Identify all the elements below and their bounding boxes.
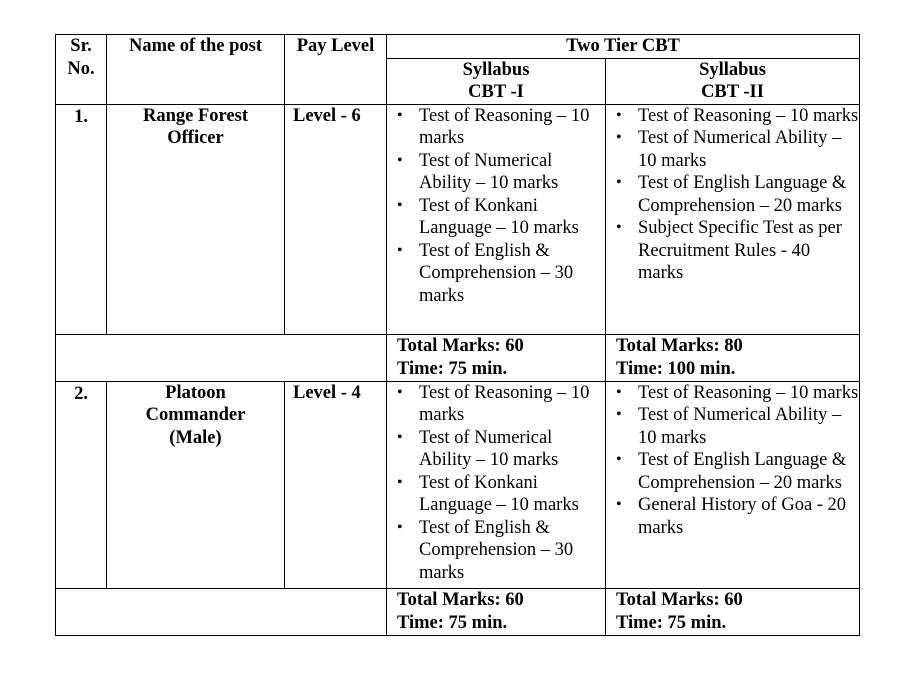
list-item bbox=[606, 105, 859, 128]
cbt2-totals-cell bbox=[606, 334, 860, 381]
list-item bbox=[387, 195, 605, 240]
list-item bbox=[387, 517, 605, 585]
header-cbt1-line2: CBT -I bbox=[468, 82, 524, 102]
bullet-icon: • bbox=[616, 129, 622, 146]
list-item-text: General History of Goa - 20 marks bbox=[638, 495, 847, 538]
list-item-text: Test of Reasoning – 10 marks bbox=[638, 382, 859, 403]
header-cbt2 bbox=[606, 58, 860, 104]
list-item-text: Test of Konkani Language – 10 marks bbox=[419, 472, 579, 515]
header-cbt1-line1: Syllabus bbox=[462, 59, 530, 80]
list-item bbox=[387, 427, 605, 472]
total-marks: Total Marks: 60 bbox=[397, 589, 524, 610]
bullet-icon: • bbox=[397, 383, 403, 401]
post-name-cell bbox=[107, 104, 285, 334]
bullet-icon: • bbox=[616, 406, 622, 423]
totals-row bbox=[56, 334, 860, 381]
list-item bbox=[387, 240, 605, 308]
cbt1-syllabus-list bbox=[387, 382, 605, 585]
list-item-text: Test of Reasoning – 10 marks bbox=[419, 382, 590, 425]
header-pay-level: Pay Level bbox=[285, 35, 387, 105]
list-item-text: Subject Specific Test as per Recruitment Rules - 40 marks bbox=[638, 218, 842, 283]
cbt2-totals-cell bbox=[606, 588, 860, 635]
cbt2-syllabus-cell bbox=[606, 104, 860, 334]
list-item-text: Test of English Language & Comprehension – 20 marks bbox=[638, 450, 847, 493]
bullet-icon: • bbox=[616, 174, 622, 191]
table-row bbox=[56, 104, 860, 334]
post-name-line: (Male) bbox=[169, 427, 222, 448]
bullet-icon: • bbox=[616, 383, 622, 401]
post-name-line: Commander bbox=[145, 405, 246, 425]
cbt1-totals-cell bbox=[387, 588, 606, 635]
bullet-icon: • bbox=[397, 151, 403, 169]
post-name-line: Range Forest bbox=[143, 105, 248, 126]
syllabus-table bbox=[55, 34, 860, 636]
list-item-text: Test of Reasoning – 10 marks bbox=[419, 105, 590, 148]
bullet-icon: • bbox=[616, 219, 622, 236]
list-item bbox=[387, 150, 605, 195]
pay-level-cell: Level - 4 bbox=[285, 381, 387, 588]
header-two-tier-cbt: Two Tier CBT bbox=[387, 35, 860, 59]
header-post-name: Name of the post bbox=[107, 35, 285, 105]
cbt2-syllabus-cell bbox=[606, 381, 860, 588]
list-item bbox=[606, 449, 859, 494]
cbt1-syllabus-list bbox=[387, 105, 605, 308]
time-limit: Time: 75 min. bbox=[616, 612, 727, 633]
totals-empty-cell bbox=[56, 334, 387, 381]
header-cbt2-line1: Syllabus bbox=[699, 59, 766, 80]
list-item-text: Test of Reasoning – 10 marks bbox=[638, 105, 859, 126]
list-item-text: Test of Konkani Language – 10 marks bbox=[419, 195, 579, 238]
bullet-icon: • bbox=[616, 451, 622, 468]
table-row bbox=[56, 381, 860, 588]
list-item bbox=[606, 127, 859, 172]
header-row bbox=[56, 35, 860, 59]
list-item-text: Test of Numerical Ability – 10 marks bbox=[419, 427, 559, 470]
list-item bbox=[387, 472, 605, 517]
list-item bbox=[387, 382, 605, 427]
bullet-icon: • bbox=[616, 496, 622, 513]
header-sr-no-line2: No. bbox=[67, 58, 95, 79]
header-sr-no-line1: Sr. bbox=[70, 36, 92, 56]
list-item bbox=[606, 382, 859, 405]
list-item-text: Test of English Language & Comprehension – 20 marks bbox=[638, 173, 847, 216]
post-name-cell bbox=[107, 381, 285, 588]
header-cbt2-line2: CBT -II bbox=[701, 82, 764, 102]
cbt1-totals-cell bbox=[387, 334, 606, 381]
list-item bbox=[606, 217, 859, 285]
total-marks: Total Marks: 60 bbox=[397, 335, 524, 356]
cbt2-syllabus-list bbox=[606, 105, 859, 285]
list-item bbox=[606, 494, 859, 539]
time-limit: Time: 75 min. bbox=[397, 358, 508, 379]
bullet-icon: • bbox=[616, 106, 622, 124]
list-item bbox=[606, 404, 859, 449]
bullet-icon: • bbox=[397, 196, 403, 214]
total-marks: Total Marks: 80 bbox=[616, 335, 743, 356]
post-name-line: Platoon bbox=[165, 382, 226, 403]
totals-row bbox=[56, 588, 860, 635]
list-item-text: Test of Numerical Ability – 10 marks bbox=[638, 405, 842, 448]
bullet-icon: • bbox=[397, 428, 403, 446]
time-limit: Time: 100 min. bbox=[616, 358, 736, 379]
total-marks: Total Marks: 60 bbox=[616, 589, 743, 610]
bullet-icon: • bbox=[397, 106, 403, 124]
header-sr-no bbox=[56, 35, 107, 105]
sr-no-cell: 2. bbox=[56, 381, 107, 588]
cbt1-syllabus-cell bbox=[387, 104, 606, 334]
list-item-text: Test of Numerical Ability – 10 marks bbox=[419, 150, 559, 193]
header-cbt1 bbox=[387, 58, 606, 104]
sr-no-cell: 1. bbox=[56, 104, 107, 334]
bullet-icon: • bbox=[397, 241, 403, 259]
pay-level-cell: Level - 6 bbox=[285, 104, 387, 334]
list-item-text: Test of English & Comprehension – 30 marks bbox=[419, 240, 574, 306]
totals-empty-cell bbox=[56, 588, 387, 635]
list-item-text: Test of Numerical Ability – 10 marks bbox=[638, 128, 842, 171]
bullet-icon: • bbox=[397, 518, 403, 536]
time-limit: Time: 75 min. bbox=[397, 612, 508, 633]
cbt2-syllabus-list bbox=[606, 382, 859, 540]
post-name-line: Officer bbox=[167, 128, 224, 148]
list-item bbox=[387, 105, 605, 150]
list-item-text: Test of English & Comprehension – 30 marks bbox=[419, 517, 574, 583]
cbt1-syllabus-cell bbox=[387, 381, 606, 588]
list-item bbox=[606, 172, 859, 217]
bullet-icon: • bbox=[397, 473, 403, 491]
